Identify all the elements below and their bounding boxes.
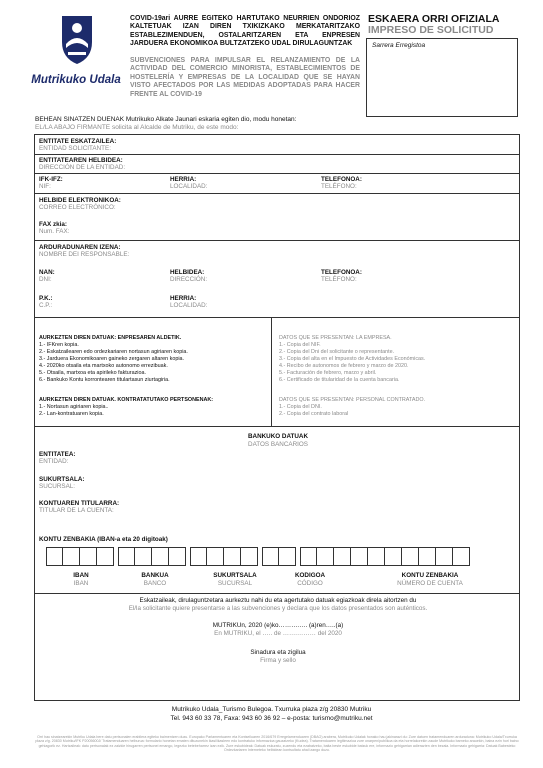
logo-text: Mutrikuko Udala — [31, 74, 121, 86]
field-entity-phone[interactable]: TELEFONOA: TELÉFONO: — [321, 176, 362, 190]
declaration: Eskatzaileak, dirulaguntzetara aurkeztu nahi du eta agertutako datuak egiazkoak direla aitortzen du El/la solicitante quiere presentarse a las subvenciones y declara que los datos presentados son auténticos. — [128, 597, 428, 612]
mutriku-crest-logo — [48, 12, 106, 66]
field-dni[interactable]: NAN: DNI: — [39, 269, 55, 283]
col-iban: IBAN IBAN — [73, 572, 89, 587]
col-code: KODIGOA CÓDIGO — [294, 572, 326, 587]
field-entity-town[interactable]: HERRIA: LOCALIDAD: — [170, 176, 208, 190]
title-basque: COVID-19ari AURRE EGITEKO HARTUTAKO NEURRIEN ONDORIOZ KALTETUAK IZAN DIREN TXIKIZKAKO MERKATARITZAKO ESTABLEZIMENDUEN, OSTALARITZAREN ETA ENPRESEN JARDUERA EKONOMIKOA BULTZATZEKO UDAL DIRULAGUNTZAK — [130, 15, 360, 48]
application-form — [34, 134, 520, 701]
field-responsible-name[interactable]: ARDURADUNAREN IZENA: NOMBRE DEI RESPONSABLE: — [39, 244, 130, 258]
field-account-holder[interactable]: KONTUAREN TITULARRA: TITULAR DE LA CUENTA: — [39, 500, 120, 514]
title-spanish: SUBVENCIONES PARA IMPULSAR EL RELANZAMIENTO DE LA ACTIVIDAD DEL COMERCIO MINORISTA, ESTABLECIMIENTOS DE HOSTELERÍA Y EMPRESAS DE LA LOCALIDAD QUE SE HAYAN VISTO AFECTADOS POR LAS MEDIDAS ADOPTADAS PARA HACER FRENTE AL COVID-19 — [130, 57, 360, 98]
col-branch: SUKURTSALA SUCURSAL — [213, 572, 257, 587]
field-postcode[interactable]: P.K.: C.P.: — [39, 295, 53, 309]
field-responsible-address[interactable]: HELBIDEA: DIRECCIÓN: — [170, 269, 208, 283]
field-entity-address[interactable]: ENTITATEAREN HELBIDEA: DIRECCIÓN DE LA ENTIDAD: — [39, 157, 126, 171]
field-fax[interactable]: FAX zkia: Num. FAX: — [39, 221, 70, 235]
footer-contact — [0, 706, 543, 723]
col-account-number: KONTU ZENBAKIA NÚMERO DE CUENTA — [397, 572, 463, 587]
form-title-spanish: IMPRESO DE SOLICITUD — [368, 24, 494, 36]
field-bank-branch[interactable]: SUKURTSALA: SUCURSAL: — [39, 476, 85, 490]
field-email[interactable]: HELBIDE ELEKTRONIKOA: CORREO ELECTRÓNICO: — [39, 197, 121, 211]
col-bank: BANKUA BANCO — [141, 572, 169, 587]
footer-address: Mutrikuko Udala_Turismo Bulegoa. Txurruka plaza z/g 20830 Mutriku — [171, 706, 372, 713]
form-title-basque: ESKAERA ORRI OFIZIALA — [368, 13, 500, 25]
registry-label: Sarrera Erregistoa — [372, 42, 426, 49]
signature-block[interactable]: Sinadura eta zigilua Firma y sello — [250, 649, 306, 664]
field-solicitor[interactable]: ENTITATE ESKATZAILEA: ENTIDAD SOLICITANTE: — [39, 138, 117, 152]
docs-staff-basque: AURKEZTEN DIREN DATUAK. KONTRATATUTAKO PERTSONENAK: 1.- Nortasun agiriaren kopia.. 2.- Lan-kontratuaren kopia. — [39, 397, 214, 417]
intro-text — [35, 116, 365, 132]
field-responsible-town[interactable]: HERRIA: LOCALIDAD: — [170, 295, 208, 309]
date-line[interactable]: MUTRIKUn, 2020 (e)ko……….…. (a)ren…..(a) En MUTRIKU, el ….. de …….……… del 2020 — [212, 622, 344, 637]
field-bank-entity[interactable]: ENTITATEA: ENTIDAD: — [39, 451, 76, 465]
field-responsible-phone[interactable]: TELEFONOA: TELÉFONO: — [321, 269, 362, 283]
field-nif[interactable]: IFK-IFZ: NIF: — [39, 176, 63, 190]
registry-stamp-box — [366, 38, 518, 117]
data-protection-notice: Orri hau sinatzearekin Mutriku Udala bere datu pertsonalen erabilera egiteko baimentzen duzu. Europako Parlamentuaren eta Kontseiluaren 2016/679 Erregelamenduaren (DBAO) arabera, Mutrikuko Udalak honako hau jakinarazi du: Zure datuen tratamenduaren arduraduna: Mutrikuko Udala/Txurruka plaza z/g. 20830 Mutriku/IFK P2005600J/ Tratamenduaren helburua: formulario honetan ematen dituzunekin ikasi/ikasleen edo kontratuko informazioa gauzatzeko (Kudea). Tratamenduaren legitimazioa zure onarpen/publikoa da eta horrelakorekin zaude Mutrikuko barneko arauekin, baina ezin hori baino gehiagorik ez. Hartzaileak: datu pertsonalak ez zaizkie hirugarren pertsonei emango, legezko betebeharrez izan ezik. Zure eskubideak: Datuak eskuratu, zuzendu eta ezabatzeko, baita beste eskubide batzuk ere, informazio gehigarrian adierazten den bezala. Informazio gehigarria: Datuak Babesteko Ordezkariaren Interneteko helbidean kontsultatu ahal izango duzu. — [35, 735, 519, 753]
account-number-cells[interactable] — [46, 547, 470, 566]
docs-staff-spanish: DATOS QUE SE PRESENTAN: PERSONAL CONTRATADO. 1.- Copia del DNI. 2.- Copia del contrato laboral — [279, 397, 426, 417]
docs-company-spanish: DATOS QUE SE PRESENTAN: LA EMPRESA. 1.- Copia del NIF. 2.- Copia del Dni del solicitante o representante. 3.- Copia del alta en el Impuesto de Actividades Económicas. 4.- Recibo de autonomos de febrero y marzo de 2020. 5.- Facturación de febrero, marzo y abril. 6.- Certificado de titularidad de la cuenta bancaria. — [279, 335, 426, 383]
form-title — [368, 14, 518, 36]
docs-company-basque: AURKEZTEN DIREN DATUAK: ENPRESAREN ALDETIK. 1.- IFKren kopia. 2.- Eskatzailearen edo ordezkariaren nortasun agiriaren kopia. 3.- Jarduera Ekonomikoaren gaineko zergaren altaren kopia. 4.- 2020ko otsaila eta martxoko autonomo errezibuak. 5.- Otsaila, martxoa eta apirileko fakturazioa. 6.- Bankuko Kontu korrontearen titulartasun ziurtagiria. — [39, 335, 188, 383]
bank-section-title: BANKUKO DATUAK DATOS BANCARIOS — [247, 433, 309, 448]
intro-basque: BEHEAN SINATZEN DUENAK Mutrikuko Alkate Jaunari eskaria egiten dio, modu honetan: — [35, 116, 297, 123]
account-number-label: KONTU ZENBAKIA (IBAN-a eta 20 digitoak) — [39, 536, 168, 543]
intro-spanish: EL/LA ABAJO FIRMANTE solicita al Alcalde de Mutriku, de este modo: — [35, 124, 239, 131]
footer-phone-email: Tel. 943 60 33 78, Faxa: 943 60 36 92 – e-posta: turismo@mutriku.net — [170, 714, 373, 722]
